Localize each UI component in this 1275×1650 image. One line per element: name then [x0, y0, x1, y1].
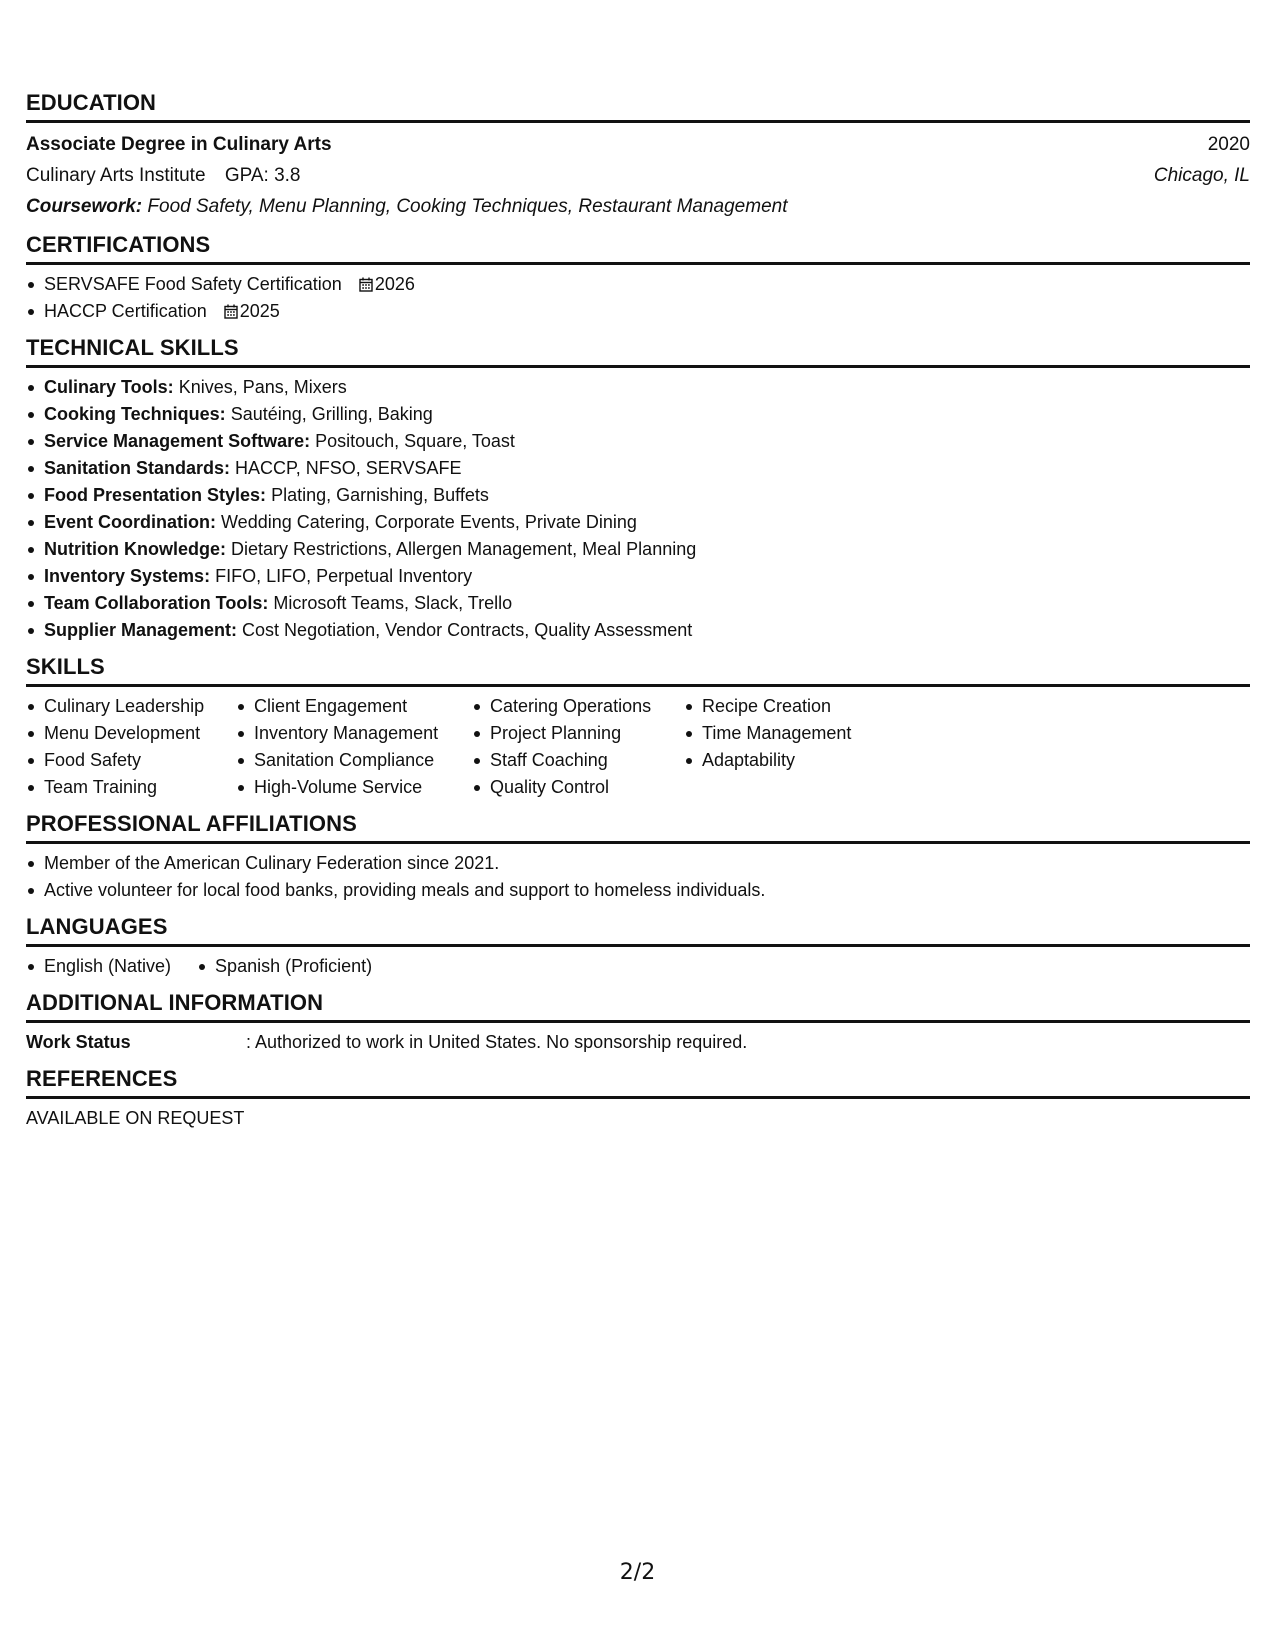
list-item: HACCP Certification 2025 [44, 298, 1250, 325]
languages-heading: LANGUAGES [26, 914, 1250, 947]
list-item: Menu Development [44, 720, 254, 747]
additional-heading: ADDITIONAL INFORMATION [26, 990, 1250, 1023]
education-school: Culinary Arts Institute [26, 165, 206, 186]
skills-grid [26, 693, 1250, 801]
page-number: 2/2 [619, 1560, 656, 1585]
education-coursework [26, 191, 1250, 222]
list-item: Sanitation Standards: HACCP, NFSO, SERVSAFE [44, 455, 1250, 482]
technical-skills-list [26, 374, 1250, 644]
education-year: 2020 [1207, 134, 1250, 155]
certifications-heading: CERTIFICATIONS [26, 232, 1250, 265]
list-item: Time Management [702, 720, 922, 747]
affiliations-section [26, 811, 1250, 904]
education-location: Chicago, IL [1153, 165, 1250, 186]
languages-list [26, 953, 1250, 980]
additional-section [26, 990, 1250, 1056]
list-item: English (Native) [44, 953, 171, 980]
list-item: Member of the American Culinary Federation since 2021. [44, 850, 1250, 877]
certifications-section [26, 232, 1250, 325]
list-item: Adaptability [702, 747, 922, 774]
list-item: Client Engagement [254, 693, 490, 720]
skills-column [44, 693, 254, 801]
coursework-list: Food Safety, Menu Planning, Cooking Techniques, Restaurant Management [147, 196, 788, 217]
education-section [26, 90, 1250, 222]
list-item: Cooking Techniques: Sautéing, Grilling, Baking [44, 401, 1250, 428]
certification-year: 2025 [239, 301, 280, 321]
references-heading: REFERENCES [26, 1066, 1250, 1099]
list-item: Supplier Management: Cost Negotiation, Vendor Contracts, Quality Assessment [44, 617, 1250, 644]
work-status-row [26, 1029, 1250, 1056]
skills-column [254, 693, 490, 801]
certification-year: 2026 [374, 274, 415, 294]
list-item: SERVSAFE Food Safety Certification 2026 [44, 271, 1250, 298]
list-item: Active volunteer for local food banks, providing meals and support to homeless individuals. [44, 877, 1250, 904]
affiliations-heading: PROFESSIONAL AFFILIATIONS [26, 811, 1250, 844]
list-item: Team Training [44, 774, 254, 801]
list-item: Inventory Management [254, 720, 490, 747]
list-item: Service Management Software: Positouch, Square, Toast [44, 428, 1250, 455]
technical-skills-heading: TECHNICAL SKILLS [26, 335, 1250, 368]
list-item: Recipe Creation [702, 693, 922, 720]
references-text: AVAILABLE ON REQUEST [26, 1108, 245, 1128]
list-item: Culinary Tools: Knives, Pans, Mixers [44, 374, 1250, 401]
list-item: Project Planning [490, 720, 702, 747]
list-item: Quality Control [490, 774, 702, 801]
skills-column [702, 693, 922, 801]
list-item: High-Volume Service [254, 774, 490, 801]
list-item: Food Presentation Styles: Plating, Garnishing, Buffets [44, 482, 1250, 509]
education-degree: Associate Degree in Culinary Arts [26, 134, 332, 155]
references-section [26, 1066, 1250, 1132]
calendar-icon [224, 304, 238, 319]
certifications-list [26, 271, 1250, 325]
education-gpa: GPA: 3.8 [224, 165, 301, 186]
list-item: Catering Operations [490, 693, 702, 720]
education-heading: EDUCATION [26, 90, 1250, 123]
coursework-label: Coursework: [26, 196, 143, 217]
list-item: Staff Coaching [490, 747, 702, 774]
skills-section [26, 654, 1250, 801]
calendar-icon [359, 277, 373, 292]
skills-column [490, 693, 702, 801]
list-item: Culinary Leadership [44, 693, 254, 720]
languages-section [26, 914, 1250, 980]
list-item: Food Safety [44, 747, 254, 774]
list-item: Spanish (Proficient) [215, 953, 372, 980]
list-item: Sanitation Compliance [254, 747, 490, 774]
affiliations-list [26, 850, 1250, 904]
technical-skills-section [26, 335, 1250, 644]
list-item: Team Collaboration Tools: Microsoft Teams, Slack, Trello [44, 590, 1250, 617]
resume-page [26, 90, 1250, 1142]
work-status-value: : Authorized to work in United States. No sponsorship required. [246, 1032, 748, 1052]
skills-heading: SKILLS [26, 654, 1250, 687]
list-item: Nutrition Knowledge: Dietary Restrictions, Allergen Management, Meal Planning [44, 536, 1250, 563]
work-status-label: Work Status [26, 1032, 131, 1052]
list-item: Inventory Systems: FIFO, LIFO, Perpetual Inventory [44, 563, 1250, 590]
list-item: Event Coordination: Wedding Catering, Corporate Events, Private Dining [44, 509, 1250, 536]
